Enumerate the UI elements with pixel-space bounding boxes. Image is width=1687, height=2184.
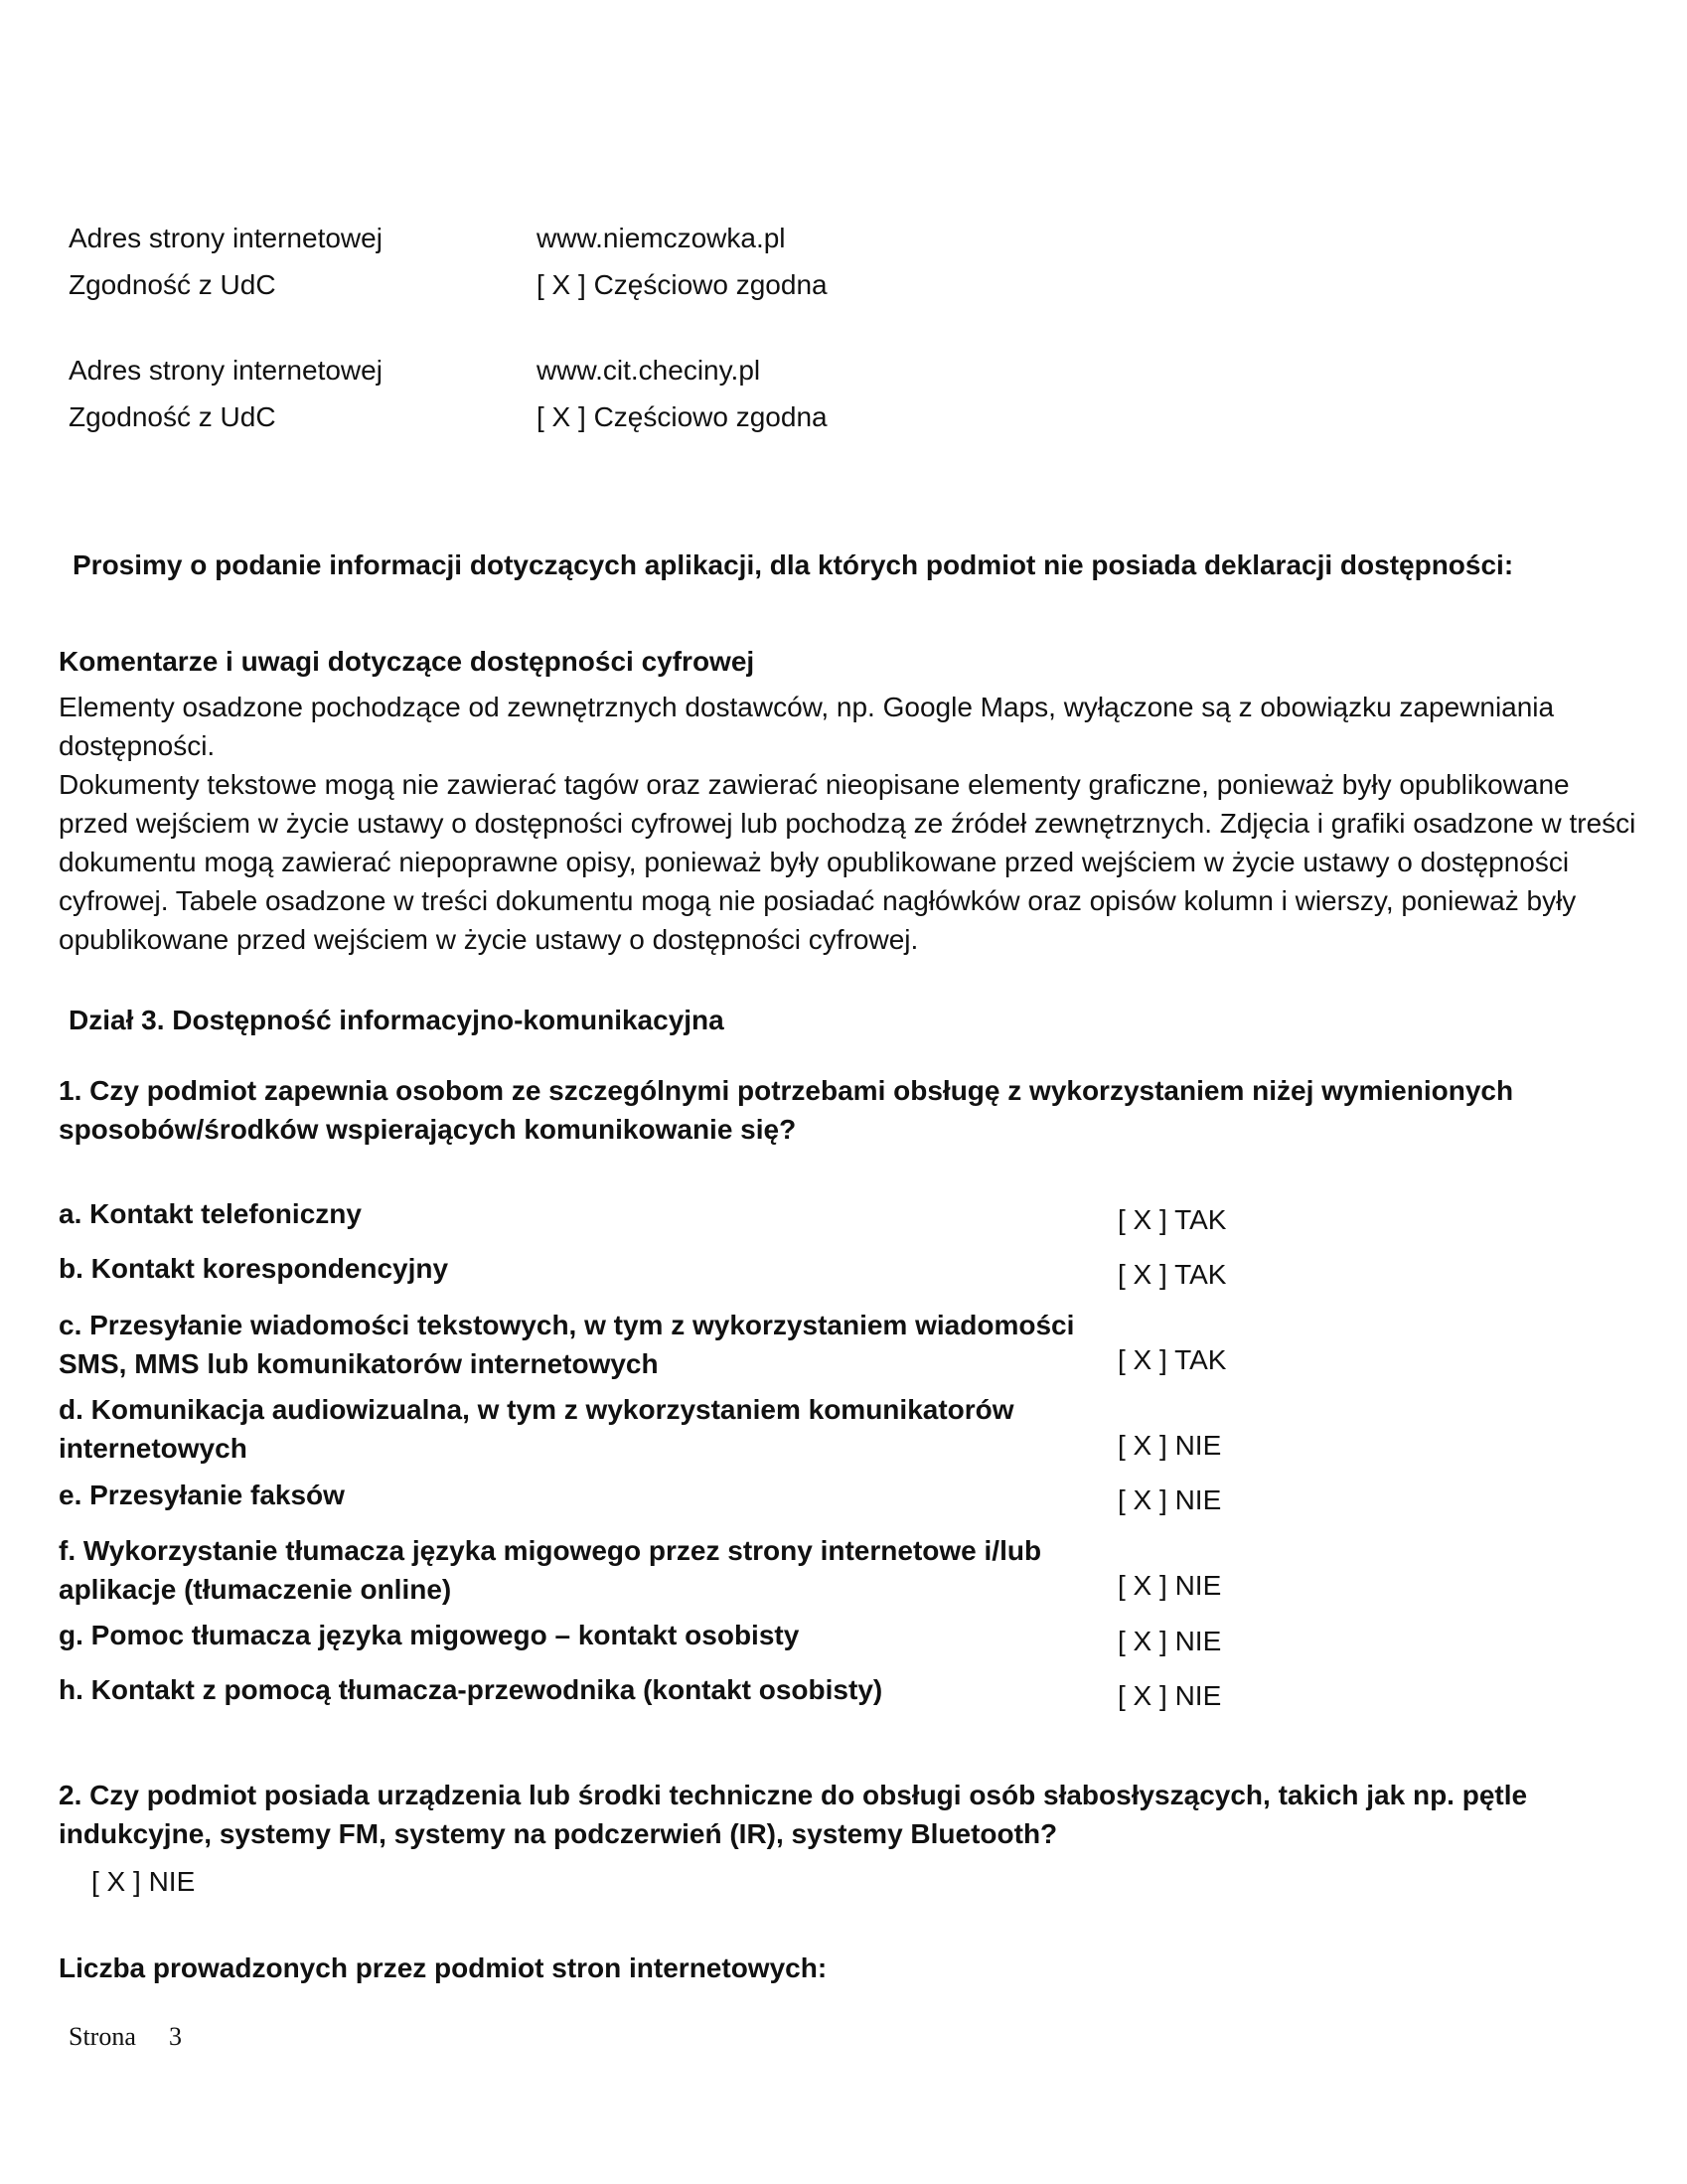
list-item-label: h. Kontakt z pomocą tłumacza-przewodnika (kontakt osobisty) (59, 1674, 883, 1705)
comments-paragraph: Dokumenty tekstowe mogą nie zawierać tagów oraz zawierać nieopisane elementy graficzne, ponieważ były opublikowane przed wejściem w życie ustawy o dostępności cyfrowej lub pochodzą ze źródeł zewnętrznych. Zdjęcia i grafiki osadzone w treści dokumentu mogą zawierać niepoprawne opisy, ponieważ były opublikowane przed wejściem w życie ustawy o dostępności cyfrowej. Tabele osadzone w treści dokumentu mogą nie posiadać nagłówków oraz opisów kolumn i wierszy, ponieważ były opublikowane przed wejściem w życie ustawy o dostępności cyfrowej. (59, 769, 1636, 955)
list-item-label: e. Przesyłanie faksów (59, 1480, 345, 1510)
list-item-answer: [ X ] NIE (1118, 1680, 1222, 1711)
list-item-label: b. Kontakt korespondencyjny (59, 1253, 449, 1284)
question-2: 2. Czy podmiot posiada urządzenia lub środki techniczne do obsługi osób słabosłyszących, takich jak np. pętle indukcyjne, systemy FM, systemy na podczerwień (IR), systemy Bluetooth? (59, 1780, 1528, 1849)
list-item-label: d. Komunikacja audiowizualna, w tym z wykorzystaniem komunikatorów internetowych (59, 1394, 1014, 1464)
list-item-answer: [ X ] NIE (1118, 1570, 1222, 1601)
compliance-label: Zgodność z UdC (69, 401, 276, 432)
list-item-answer: [ X ] NIE (1118, 1484, 1222, 1515)
footer-page-number: 3 (169, 2022, 182, 2051)
list-item-label: g. Pomoc tłumacza języka migowego – kontakt osobisty (59, 1620, 800, 1650)
question-1: 1. Czy podmiot zapewnia osobom ze szczególnymi potrzebami obsługę z wykorzystaniem niżej wymienionych sposobów/środków wspierających komunikowanie się? (59, 1075, 1514, 1145)
website-address-value: www.niemczowka.pl (537, 223, 786, 253)
compliance-value: [ X ] Częściowo zgodna (537, 269, 828, 300)
apps-request-heading: Prosimy o podanie informacji dotyczących aplikacji, dla których podmiot nie posiada deklaracji dostępności: (73, 549, 1514, 580)
website-address-label: Adres strony internetowej (69, 223, 383, 253)
list-item-answer: [ X ] TAK (1118, 1259, 1227, 1290)
section-title: Dział 3. Dostępność informacyjno-komunikacyjna (69, 1005, 724, 1035)
list-item-label: f. Wykorzystanie tłumacza języka migowego przez strony internetowe i/lub aplikacje (tłumaczenie online) (59, 1535, 1042, 1605)
comments-heading: Komentarze i uwagi dotyczące dostępności cyfrowej (59, 646, 755, 677)
list-item-label: a. Kontakt telefoniczny (59, 1198, 362, 1229)
website-address-value: www.cit.checiny.pl (537, 355, 761, 386)
list-item-answer: [ X ] NIE (1118, 1430, 1222, 1461)
footer-page-label: Strona (69, 2022, 136, 2051)
compliance-label: Zgodność z UdC (69, 269, 276, 300)
list-item-answer: [ X ] TAK (1118, 1204, 1227, 1235)
list-item-answer: [ X ] TAK (1118, 1344, 1227, 1375)
question-2-answer: [ X ] NIE (91, 1866, 196, 1897)
websites-count-label: Liczba prowadzonych przez podmiot stron internetowych: (59, 1952, 828, 1983)
comments-paragraph: Elementy osadzone pochodzące od zewnętrznych dostawców, np. Google Maps, wyłączone są z obowiązku zapewniania dostępności. (59, 692, 1555, 761)
website-address-label: Adres strony internetowej (69, 355, 383, 386)
compliance-value: [ X ] Częściowo zgodna (537, 401, 828, 432)
list-item-label: c. Przesyłanie wiadomości tekstowych, w tym z wykorzystaniem wiadomości SMS, MMS lub komunikatorów internetowych (59, 1310, 1075, 1379)
list-item-answer: [ X ] NIE (1118, 1626, 1222, 1656)
comments-body (59, 688, 1638, 959)
